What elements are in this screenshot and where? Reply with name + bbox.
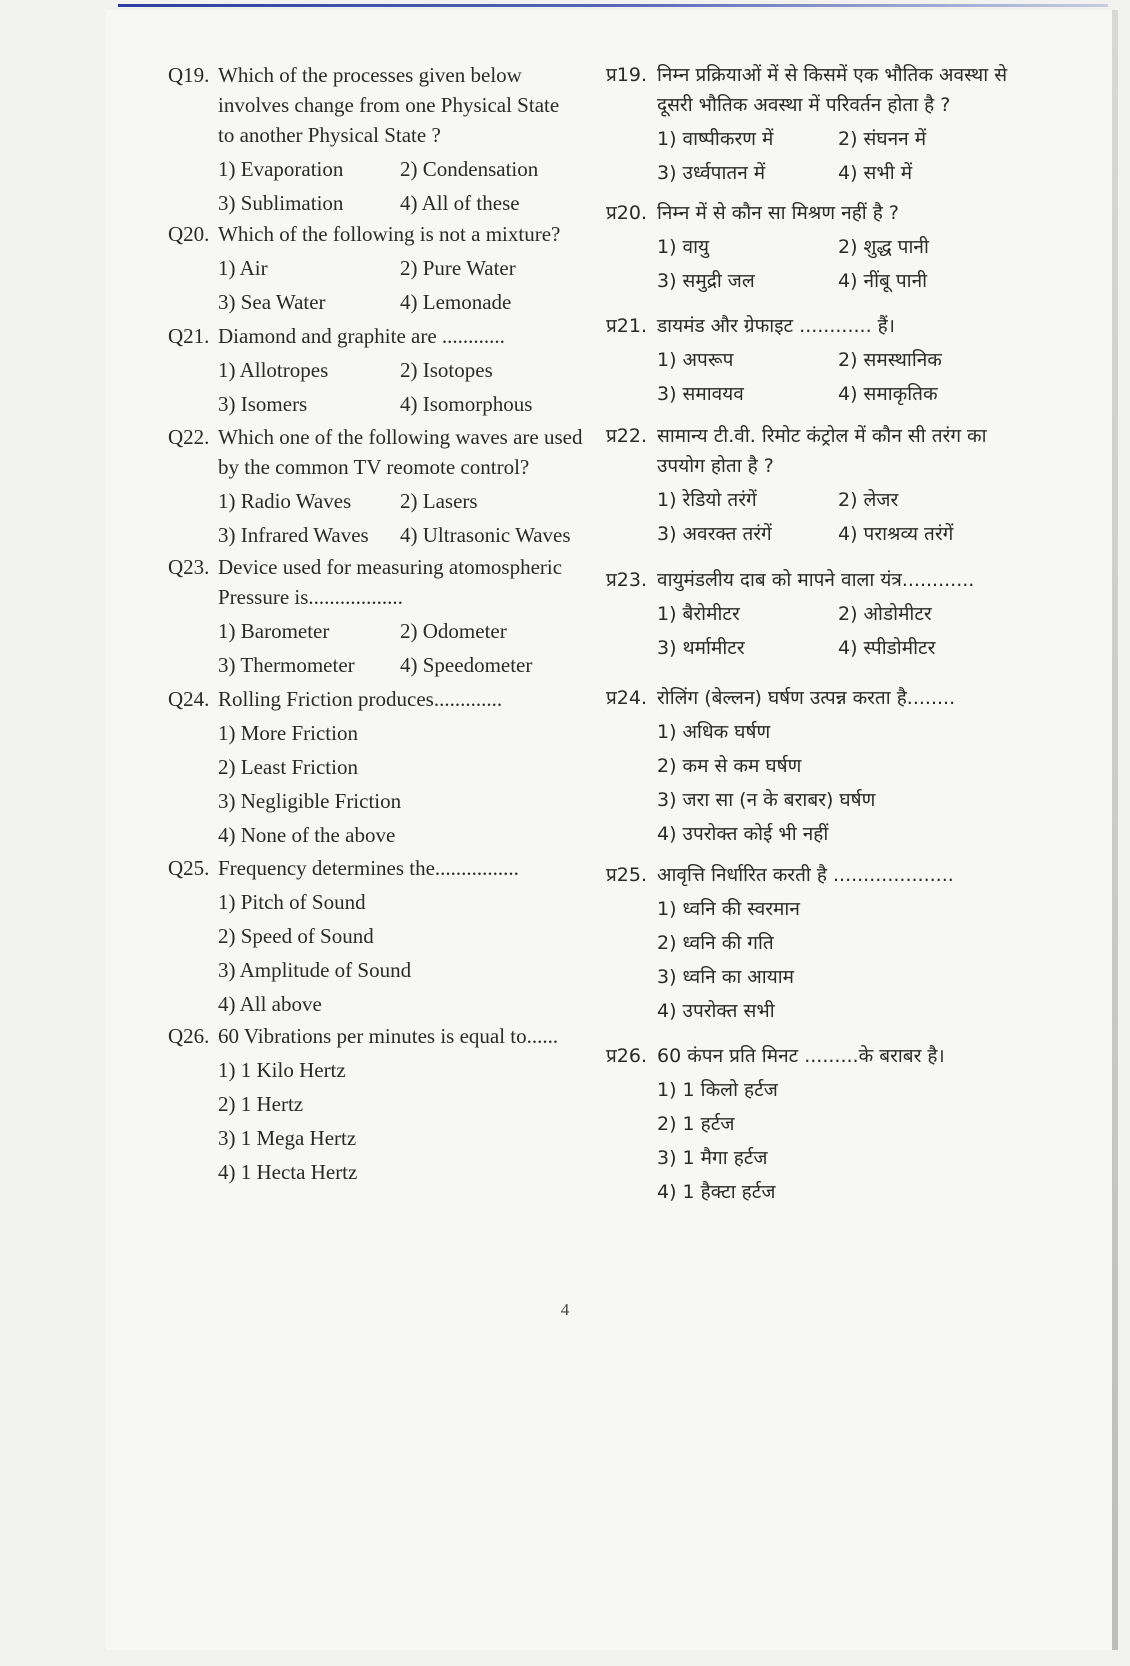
question-number: Q21.	[168, 324, 210, 348]
answer-option: 1) अधिक घर्षण	[657, 721, 771, 743]
question-text-line: Which of the processes given below	[218, 63, 522, 87]
answer-option: 2) ध्वनि की गति	[657, 932, 774, 954]
answer-option: 2) लेजर	[838, 489, 899, 511]
answer-option: 1) 1 किलो हर्टज	[657, 1079, 778, 1101]
answer-option: 2) संघनन में	[838, 128, 927, 150]
answer-option: 2) Condensation	[400, 157, 539, 181]
answer-option: 2) Isotopes	[400, 358, 493, 382]
answer-option: 4) Lemonade	[400, 290, 512, 314]
answer-option: 3) Thermometer	[218, 653, 355, 677]
answer-option: 3) 1 Mega Hertz	[218, 1126, 357, 1150]
answer-option: 1) वाष्पीकरण में	[657, 128, 774, 150]
question-number: प्र22.	[606, 425, 648, 447]
answer-option: 1) Radio Waves	[218, 489, 352, 513]
question-text-line: दूसरी भौतिक अवस्था में परिवर्तन होता है ?	[657, 94, 951, 116]
answer-option: 3) उर्ध्वपातन में	[657, 162, 766, 184]
question-number: Q25.	[168, 856, 210, 880]
top-rule	[118, 4, 1108, 7]
answer-option: 2) Pure Water	[400, 256, 516, 280]
question-number: प्र23.	[606, 569, 648, 591]
answer-option: 1) Pitch of Sound	[218, 890, 366, 914]
question-number: Q23.	[168, 555, 210, 579]
answer-option: 4) उपरोक्त सभी	[657, 1000, 775, 1022]
answer-option: 4) स्पीडोमीटर	[838, 637, 936, 659]
answer-option: 2) शुद्ध पानी	[838, 236, 929, 258]
answer-option: 3) ध्वनि का आयाम	[657, 966, 795, 988]
answer-option: 2) कम से कम घर्षण	[657, 755, 802, 777]
answer-option: 3) अवरक्त तरंगें	[657, 523, 772, 545]
question-text-line: डायमंड और ग्रेफाइट ............ हैं।	[657, 315, 895, 337]
question-text-line: by the common TV reomote control?	[218, 455, 530, 479]
answer-option: 4) None of the above	[218, 823, 396, 847]
answer-option: 1) वायु	[657, 236, 710, 258]
question-number: प्र21.	[606, 315, 648, 337]
answer-option: 2) Odometer	[400, 619, 507, 643]
question-text-line: निम्न में से कौन सा मिश्रण नहीं है ?	[657, 202, 899, 224]
answer-option: 1) Barometer	[218, 619, 330, 643]
question-number: प्र19.	[606, 64, 648, 86]
answer-option: 3) समावयव	[657, 383, 744, 405]
answer-option: 4) समाकृतिक	[838, 383, 938, 405]
page-number: 4	[560, 1300, 570, 1319]
answer-option: 1) बैरोमीटर	[657, 603, 740, 625]
answer-option: 4) सभी में	[838, 162, 913, 184]
answer-option: 1) Evaporation	[218, 157, 344, 181]
question-text-line: 60 कंपन प्रति मिनट .........के बराबर है।	[657, 1045, 945, 1067]
answer-option: 4) उपरोक्त कोई भी नहीं	[657, 823, 829, 845]
answer-option: 4) 1 हैक्टा हर्टज	[657, 1181, 776, 1203]
question-number: Q20.	[168, 222, 210, 246]
question-text-line: 60 Vibrations per minutes is equal to......	[218, 1024, 559, 1048]
answer-option: 4) पराश्रव्य तरंगें	[838, 523, 954, 545]
question-text-line: सामान्य टी.वी. रिमोट कंट्रोल में कौन सी तरंग का	[657, 425, 987, 447]
answer-option: 2) ओडोमीटर	[838, 603, 932, 625]
answer-option: 1) Air	[218, 256, 268, 280]
question-number: Q26.	[168, 1024, 210, 1048]
answer-option: 2) Lasers	[400, 489, 478, 513]
answer-option: 3) Isomers	[218, 392, 308, 416]
answer-option: 4) Ultrasonic Waves	[400, 523, 571, 547]
answer-option: 1) ध्वनि की स्वरमान	[657, 898, 800, 920]
answer-option: 2) Least Friction	[218, 755, 358, 779]
answer-option: 3) समुद्री जल	[657, 270, 755, 292]
answer-option: 3) Sublimation	[218, 191, 344, 215]
answer-option: 4) 1 Hecta Hertz	[218, 1160, 358, 1184]
question-text-line: Frequency determines the................	[218, 856, 519, 880]
answer-option: 4) नींबू पानी	[838, 270, 928, 292]
question-text-line: वायुमंडलीय दाब को मापने वाला यंत्र............	[657, 569, 975, 591]
question-text-line: involves change from one Physical State	[218, 93, 560, 117]
question-text-line: Diamond and graphite are ............	[218, 324, 505, 348]
question-number: प्र20.	[606, 202, 648, 224]
question-text-line: रोलिंग (बेल्लन) घर्षण उत्पन्न करता है........	[657, 687, 956, 709]
question-text-line: निम्न प्रक्रियाओं में से किसमें एक भौतिक अवस्था से	[657, 64, 1008, 86]
answer-option: 2) समस्थानिक	[838, 349, 942, 371]
question-number: प्र26.	[606, 1045, 648, 1067]
answer-option: 1) 1 Kilo Hertz	[218, 1058, 346, 1082]
answer-option: 3) Negligible Friction	[218, 789, 402, 813]
answer-option: 1) रेडियो तरंगें	[657, 489, 757, 511]
question-text-line: Device used for measuring atomospheric	[218, 555, 563, 579]
answer-option: 2) Speed of Sound	[218, 924, 374, 948]
page-edge-shadow	[1112, 10, 1118, 1650]
answer-option: 3) Amplitude of Sound	[218, 958, 412, 982]
answer-option: 3) 1 मैगा हर्टज	[657, 1147, 768, 1169]
question-text-line: to another Physical State ?	[218, 123, 441, 147]
question-number: Q24.	[168, 687, 210, 711]
question-text-line: उपयोग होता है ?	[657, 455, 774, 477]
answer-option: 4) Isomorphous	[400, 392, 533, 416]
question-text-line: आवृत्ति निर्धारित करती है ....................	[657, 864, 954, 886]
question-text-line: Rolling Friction produces.............	[218, 687, 503, 711]
question-number: प्र24.	[606, 687, 648, 709]
answer-option: 2) 1 Hertz	[218, 1092, 304, 1116]
question-text-line: Which one of the following waves are used	[218, 425, 583, 449]
answer-option: 3) Infrared Waves	[218, 523, 369, 547]
question-text-line: Which of the following is not a mixture?	[218, 222, 561, 246]
question-number: प्र25.	[606, 864, 648, 886]
answer-option: 4) All of these	[400, 191, 520, 215]
question-number: Q19.	[168, 63, 210, 87]
answer-option: 4) All above	[218, 992, 322, 1016]
question-text-line: Pressure is..................	[218, 585, 403, 609]
answer-option: 3) जरा सा (न के बराबर) घर्षण	[657, 789, 876, 811]
answer-option: 4) Speedometer	[400, 653, 533, 677]
question-number: Q22.	[168, 425, 210, 449]
answer-option: 2) 1 हर्टज	[657, 1113, 735, 1135]
answer-option: 1) अपरूप	[657, 349, 734, 371]
answer-option: 1) Allotropes	[218, 358, 329, 382]
answer-option: 3) Sea Water	[218, 290, 326, 314]
answer-option: 3) थर्मामीटर	[657, 637, 745, 659]
answer-option: 1) More Friction	[218, 721, 358, 745]
